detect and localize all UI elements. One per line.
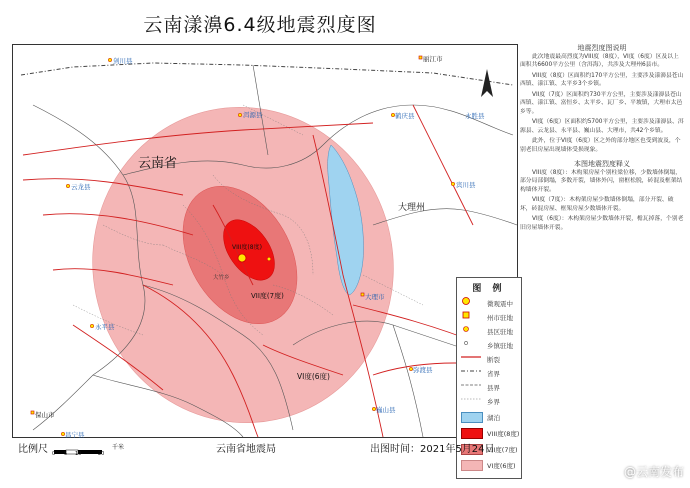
legend-label: VII度(7度): [487, 445, 518, 454]
publish-date: 出图时间：2021年5月24日: [370, 444, 495, 455]
province-label: 云南省: [138, 156, 178, 171]
explanation-panel: [520, 44, 684, 436]
zone8-label: VIII度(8度): [232, 244, 262, 251]
legend-label: VIII度(8度): [487, 429, 520, 438]
legend-item-zone8: [461, 426, 521, 440]
place-eryuan: 洱源县: [243, 111, 263, 119]
definition-paragraph: VIII度（8度）：木构架房屋个别柱梁位移，少数墙体倒塌，部分局部倒塌，多数开裂，墙体外闪，窗框松脱，砖混及框架结构墙体开裂。: [520, 169, 683, 193]
legend-label: 县界: [487, 383, 500, 392]
place-yongping: 永平县: [95, 323, 115, 331]
explanation-paragraph: 此外，位于VI度（6度）区之外的部分地区也受到波及，个别老旧房屋出现墙体受损现象。: [520, 138, 681, 153]
place-midu: 弥渡县: [413, 366, 433, 374]
place-baoshan: 保山市: [35, 411, 55, 419]
definition-paragraph: VII度（7度）：木构架房屋少数墙体倒塌，部分开裂、破坏，砖混房屋、框架房屋少数墙体开裂。: [520, 197, 674, 212]
legend-item-county: [461, 324, 521, 338]
legend-item-zone6: [461, 458, 521, 472]
legend-label: 断裂: [487, 355, 500, 364]
place-dali: 大理市: [365, 293, 385, 301]
scale-tick-10: 10: [75, 451, 82, 457]
map-canvas: [13, 45, 520, 439]
legend-label: 微观震中: [487, 299, 513, 308]
scale-tick-20: 20: [98, 451, 105, 457]
definition-paragraph: VI度（6度）：木构架房屋少数墙体开裂，檐瓦掉落，个别老旧房屋墙体开裂。: [520, 216, 684, 231]
place-jianchuan: 剑川县: [113, 57, 133, 65]
legend-label: 县区驻地: [487, 327, 513, 336]
epicenter-marker: [238, 254, 246, 262]
place-lijiang: 丽江市: [423, 55, 443, 63]
place-weishan: 巍山县: [376, 406, 396, 414]
legend-item-lake: [461, 410, 521, 424]
scale-tick-5: 5: [64, 451, 68, 457]
explanation-paragraph: VII度（7度）区面积约730平方公里，主要涉及漾濞县苍山西镇、漾江镇、富恒乡、太平乡、瓦厂乡、平坡镇，大理市太邑乡等。: [520, 91, 683, 115]
legend-label: 乡界: [487, 397, 500, 406]
place-yunlong: 云龙县: [71, 183, 91, 191]
explanation-paragraph: 此次地震最高烈度为VIII度（8度），VI度（6度）区及以上面积共6600平方公里（含洱海），共涉及大理州6县市。: [520, 53, 679, 68]
legend-item-epicenter: [461, 296, 521, 310]
epicenter-marker-2: [267, 257, 271, 261]
place-heqing: 鹤庆县: [395, 112, 415, 120]
place-yongsheng: 永胜县: [465, 112, 485, 120]
legend-item-county-border: [461, 380, 521, 394]
legend-item-town: [461, 338, 521, 352]
watermark: @云南发布: [623, 465, 684, 479]
agency-name: 云南省地震局: [216, 444, 276, 455]
legend-label: 州市驻地: [487, 313, 513, 322]
explanation-paragraph: VIII度（8度）区面积约170平方公里，主要涉及漾濞县苍山西镇、漾江镇、太平乡3个乡镇。: [520, 72, 684, 87]
zone7-label: VII度(7度): [251, 292, 284, 300]
place-binchuan: 宾川县: [456, 181, 476, 189]
legend-label: 乡镇驻地: [487, 341, 513, 350]
scale-unit: 千米: [112, 444, 125, 451]
scale-bar: [54, 441, 110, 449]
definition-heading: 本图地震烈度释义: [574, 160, 630, 168]
map-title: 云南漾濞6.4级地震烈度图: [143, 14, 377, 36]
zone6-label: VI度(6度): [297, 372, 330, 381]
legend-title: 图 例: [472, 284, 506, 294]
legend-label: 省界: [487, 369, 500, 378]
legend-item-prefecture: [461, 310, 521, 324]
explanation-paragraph: VI度（6度）区面积约5700平方公里，主要涉及漾濞县、洱源县、云龙县、永平县、巍山县、大理市，共42个乡镇。: [520, 119, 684, 134]
scale-tick-0: 0: [52, 451, 56, 457]
legend-item-province-border: [461, 366, 521, 380]
legend-label: VI度(6度): [487, 461, 516, 470]
legend-item-fault: [461, 352, 521, 366]
place-changning: 昌宁县: [65, 431, 85, 439]
scale-label: 比例尺: [18, 444, 48, 455]
legend-item-township-border: [461, 394, 521, 408]
legend-label: 湖泊: [487, 413, 500, 422]
prefecture-label: 大理州: [398, 203, 426, 213]
place-dazhu: 大竹乡: [213, 275, 230, 281]
explanation-heading: 地震烈度图说明: [577, 44, 627, 52]
